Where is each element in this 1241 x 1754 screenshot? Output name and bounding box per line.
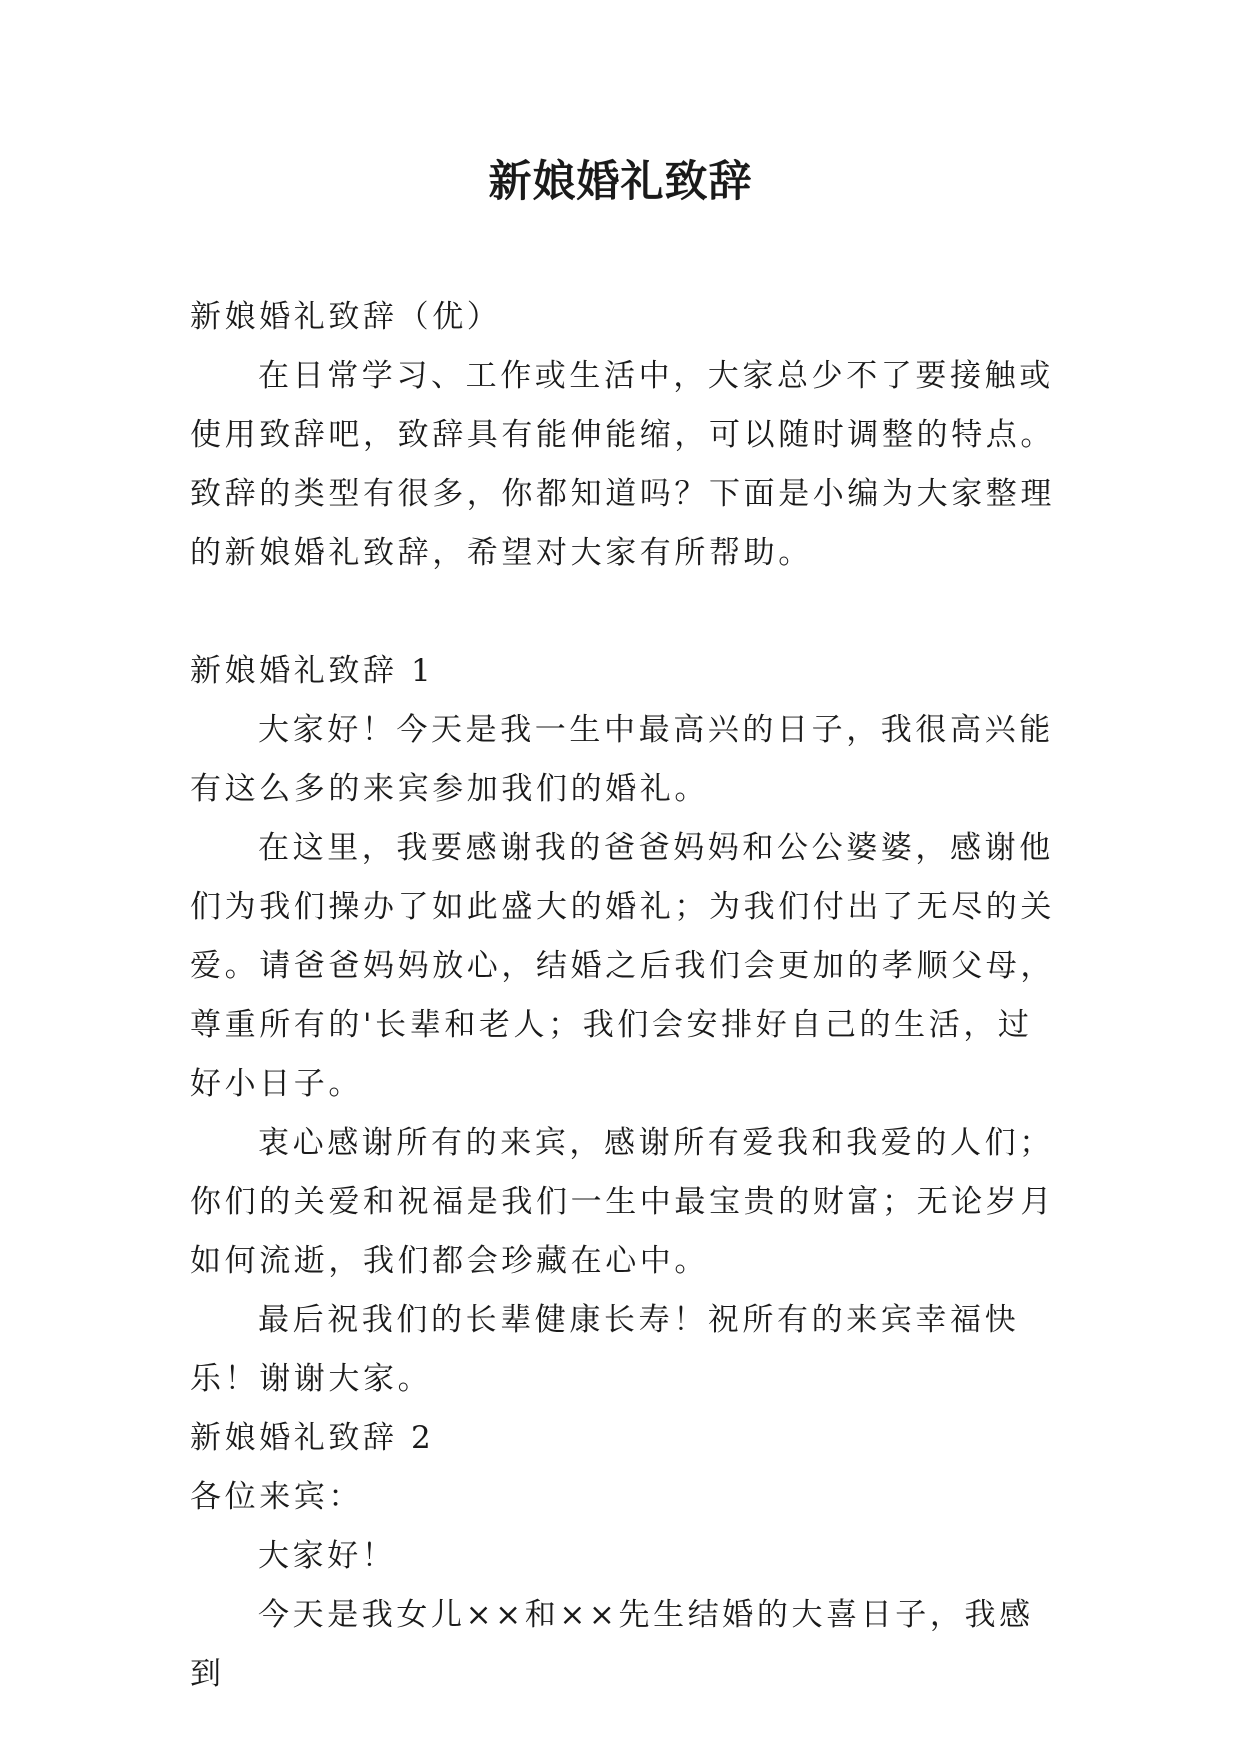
speech2-greeting: 大家好！ (258, 1538, 397, 1574)
section-heading-2: 新娘婚礼致辞 2 (190, 1420, 435, 1456)
speech2-salutation: 各位来宾： (190, 1479, 363, 1515)
document-title: 新娘婚礼致辞 (488, 157, 753, 207)
section-heading-1: 新娘婚礼致辞 1 (190, 653, 435, 689)
speech1-paragraph-1: 大家好！今天是我一生中最高兴的日子，我很高兴能有这么多的来宾参加我们的婚礼。 (190, 712, 1054, 807)
speech1-paragraph-4: 最后祝我们的长辈健康长寿！祝所有的来宾幸福快乐！谢谢大家。 (190, 1302, 1020, 1397)
speech1-paragraph-3: 衷心感谢所有的来宾，感谢所有爱我和我爱的人们；你们的关爱和祝福是我们一生中最宝贵的财富；无论岁月如何流逝，我们都会珍藏在心中。 (190, 1125, 1055, 1279)
document-body (190, 288, 1060, 1704)
speech2-paragraph-1: 今天是我女儿××和××先生结婚的大喜日子，我感到 (190, 1597, 1034, 1692)
speech1-paragraph-2: 在这里，我要感谢我的爸爸妈妈和公公婆婆，感谢他们为我们操办了如此盛大的婚礼；为我们付出了无尽的关爱。请爸爸妈妈放心，结婚之后我们会更加的孝顺父母，尊重所有的'长辈和老人；我们会安排好自己的生活，过好小日子。 (190, 830, 1055, 1102)
intro-paragraph: 在日常学习、工作或生活中，大家总少不了要接触或使用致辞吧，致辞具有能伸能缩，可以随时调整的特点。致辞的类型有很多，你都知道吗？下面是小编为大家整理的新娘婚礼致辞，希望对大家有所帮助。 (190, 358, 1055, 571)
section-heading-intro: 新娘婚礼致辞（优） (190, 299, 502, 335)
